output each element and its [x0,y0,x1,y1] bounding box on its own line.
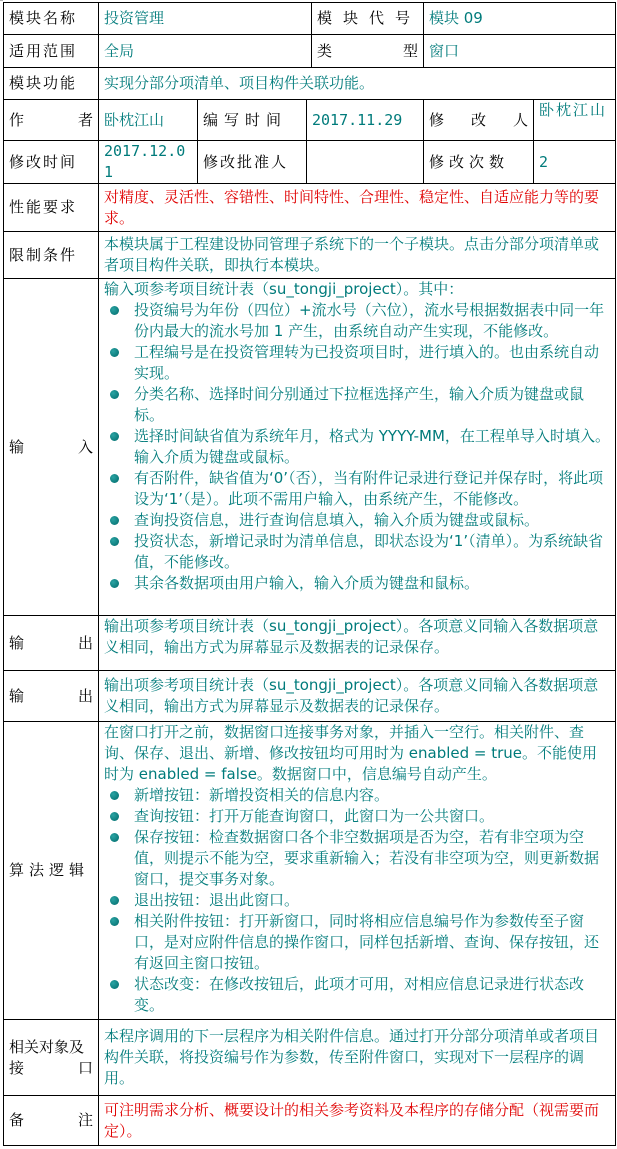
approver-value [307,141,424,184]
algorithm-bullet-list [104,785,610,1016]
modified-time-value: 2017.12.01 [99,141,198,184]
written-time-value: 2017.11.29 [307,100,424,141]
module-name-label: 模块名称 [4,3,99,35]
row-input [4,279,616,616]
module-spec-table-continued [3,670,616,1146]
algorithm-intro: 在窗口打开之前，数据窗口连接事务对象，并插入一空行。相关附件、查询、保存、退出、新增、修改按钮均可用时为 enabled = true。不能使用时为 enabled = false。数据窗口中，信息编号自动产生。 [104,723,598,783]
module-code-value: 模块 09 [424,3,616,35]
module-code-label: 模块代号 [312,3,424,35]
list-item: 有否附件，缺省值为‘0’（否），当有附件记录进行登记并保存时，将此项设为‘1’（是）。此项不需用户输入，由系统产生，不能修改。 [104,468,610,510]
author-value: 卧枕江山 [99,100,198,141]
scope-value: 全局 [99,35,312,68]
notes-value: 可注明需求分析、概要设计的相关参考资料及本程序的存储分配（视需要而定）。 [99,1096,616,1146]
module-name-value: 投资管理 [99,3,312,35]
performance-label: 性能要求 [4,184,99,232]
row-constraints [4,232,616,279]
constraints-value: 本模块属于工程建设协同管理子系统下的一个子模块。点击分部分项清单或者项目构件关联，即执行本模块。 [99,232,616,279]
written-time-label: 编写时间 [198,100,307,141]
row-output [4,616,616,671]
row-scope [4,35,616,68]
notes-label: 备 注 [4,1096,99,1146]
row-modified [4,141,616,184]
performance-value: 对精度、灵活性、容错性、时间特性、合理性、稳定性、自适应能力等的要求。 [99,184,616,232]
modifier-label: 修 改 人 [424,100,534,141]
approver-label: 修改批准人 [198,141,307,184]
row-module-name [4,3,616,35]
algorithm-value [99,722,616,1020]
list-item: 查询按钮：打开万能查询窗口，此窗口为一公共窗口。 [104,806,610,827]
input-label: 输 入 [4,279,99,616]
input-intro: 输入项参考项目统计表（su_tongji_project）。其中： [104,280,464,298]
list-item: 工程编号是在投资管理转为已投资项目时，进行填入的。也由系统自动实现。 [104,342,610,384]
algorithm-label: 算法逻辑 [4,722,99,1020]
row-notes [4,1096,616,1146]
function-label: 模块功能 [4,68,99,100]
module-spec-table [3,2,616,671]
row-output-repeat [4,671,616,722]
output-repeat-label: 输 出 [4,671,99,722]
list-item: 其余各数据项由用户输入，输入介质为键盘和鼠标。 [104,573,610,594]
output-value: 输出项参考项目统计表（su_tongji_project）。各项意义同输入各数据项意义相同，输出方式为屏幕显示及数据表的记录保存。 [99,616,616,671]
row-algorithm [4,722,616,1020]
list-item: 相关附件按钮：打开新窗口，同时将相应信息编号作为参数传至子窗口，是对应附件信息的操作窗口，同样包括新增、查询、保存按钮，还有返回主窗口按钮。 [104,911,610,974]
interface-value: 本程序调用的下一层程序为相关附件信息。通过打开分部分项清单或者项目构件关联，将投资编号作为参数，传至附件窗口，实现对下一层程序的调用。 [99,1020,616,1096]
type-value: 窗口 [424,35,616,68]
output-label: 输 出 [4,616,99,671]
list-item: 投资状态，新增记录时为清单信息，即状态设为‘1’（清单）。为系统缺省值，不能修改。 [104,531,610,573]
function-value: 实现分部分项清单、项目构件关联功能。 [99,68,616,100]
mod-count-value: 2 [534,141,616,184]
type-label: 类 型 [312,35,424,68]
row-performance [4,184,616,232]
list-item: 退出按钮：退出此窗口。 [104,890,610,911]
row-function [4,68,616,100]
author-label: 作 者 [4,100,99,141]
list-item: 新增按钮：新增投资相关的信息内容。 [104,785,610,806]
interface-label: 相关对象及 接 口 [4,1020,99,1096]
constraints-label: 限制条件 [4,232,99,279]
output-repeat-value: 输出项参考项目统计表（su_tongji_project）。各项意义同输入各数据项意义相同，输出方式为屏幕显示及数据表的记录保存。 [99,671,616,722]
scope-label: 适用范围 [4,35,99,68]
list-item: 查询投资信息，进行查询信息填入，输入介质为键盘或鼠标。 [104,510,610,531]
list-item: 投资编号为年份（四位）+流水号（六位），流水号根据数据表中同一年份内最大的流水号加 1 产生，由系统自动产生实现，不能修改。 [104,300,610,342]
list-item: 保存按钮：检查数据窗口各个非空数据项是否为空，若有非空项为空值，则提示不能为空，要求重新输入；若没有非空项为空，则更新数据窗口，提交事务对象。 [104,827,610,890]
row-interface [4,1020,616,1096]
list-item: 分类名称、选择时间分别通过下拉框选择产生，输入介质为键盘或鼠标。 [104,384,610,426]
list-item: 状态改变：在修改按钮后，此项才可用，对相应信息记录进行状态改变。 [104,974,610,1016]
row-author [4,100,616,141]
modifier-value: 卧枕江山 [534,100,616,141]
input-bullet-list [104,300,610,594]
list-item: 选择时间缺省值为系统年月，格式为 YYYY-MM，在工程单导入时填入。输入介质为键盘或鼠标。 [104,426,610,468]
input-value [99,279,616,616]
mod-count-label: 修改次数 [424,141,534,184]
modified-time-label: 修改时间 [4,141,99,184]
